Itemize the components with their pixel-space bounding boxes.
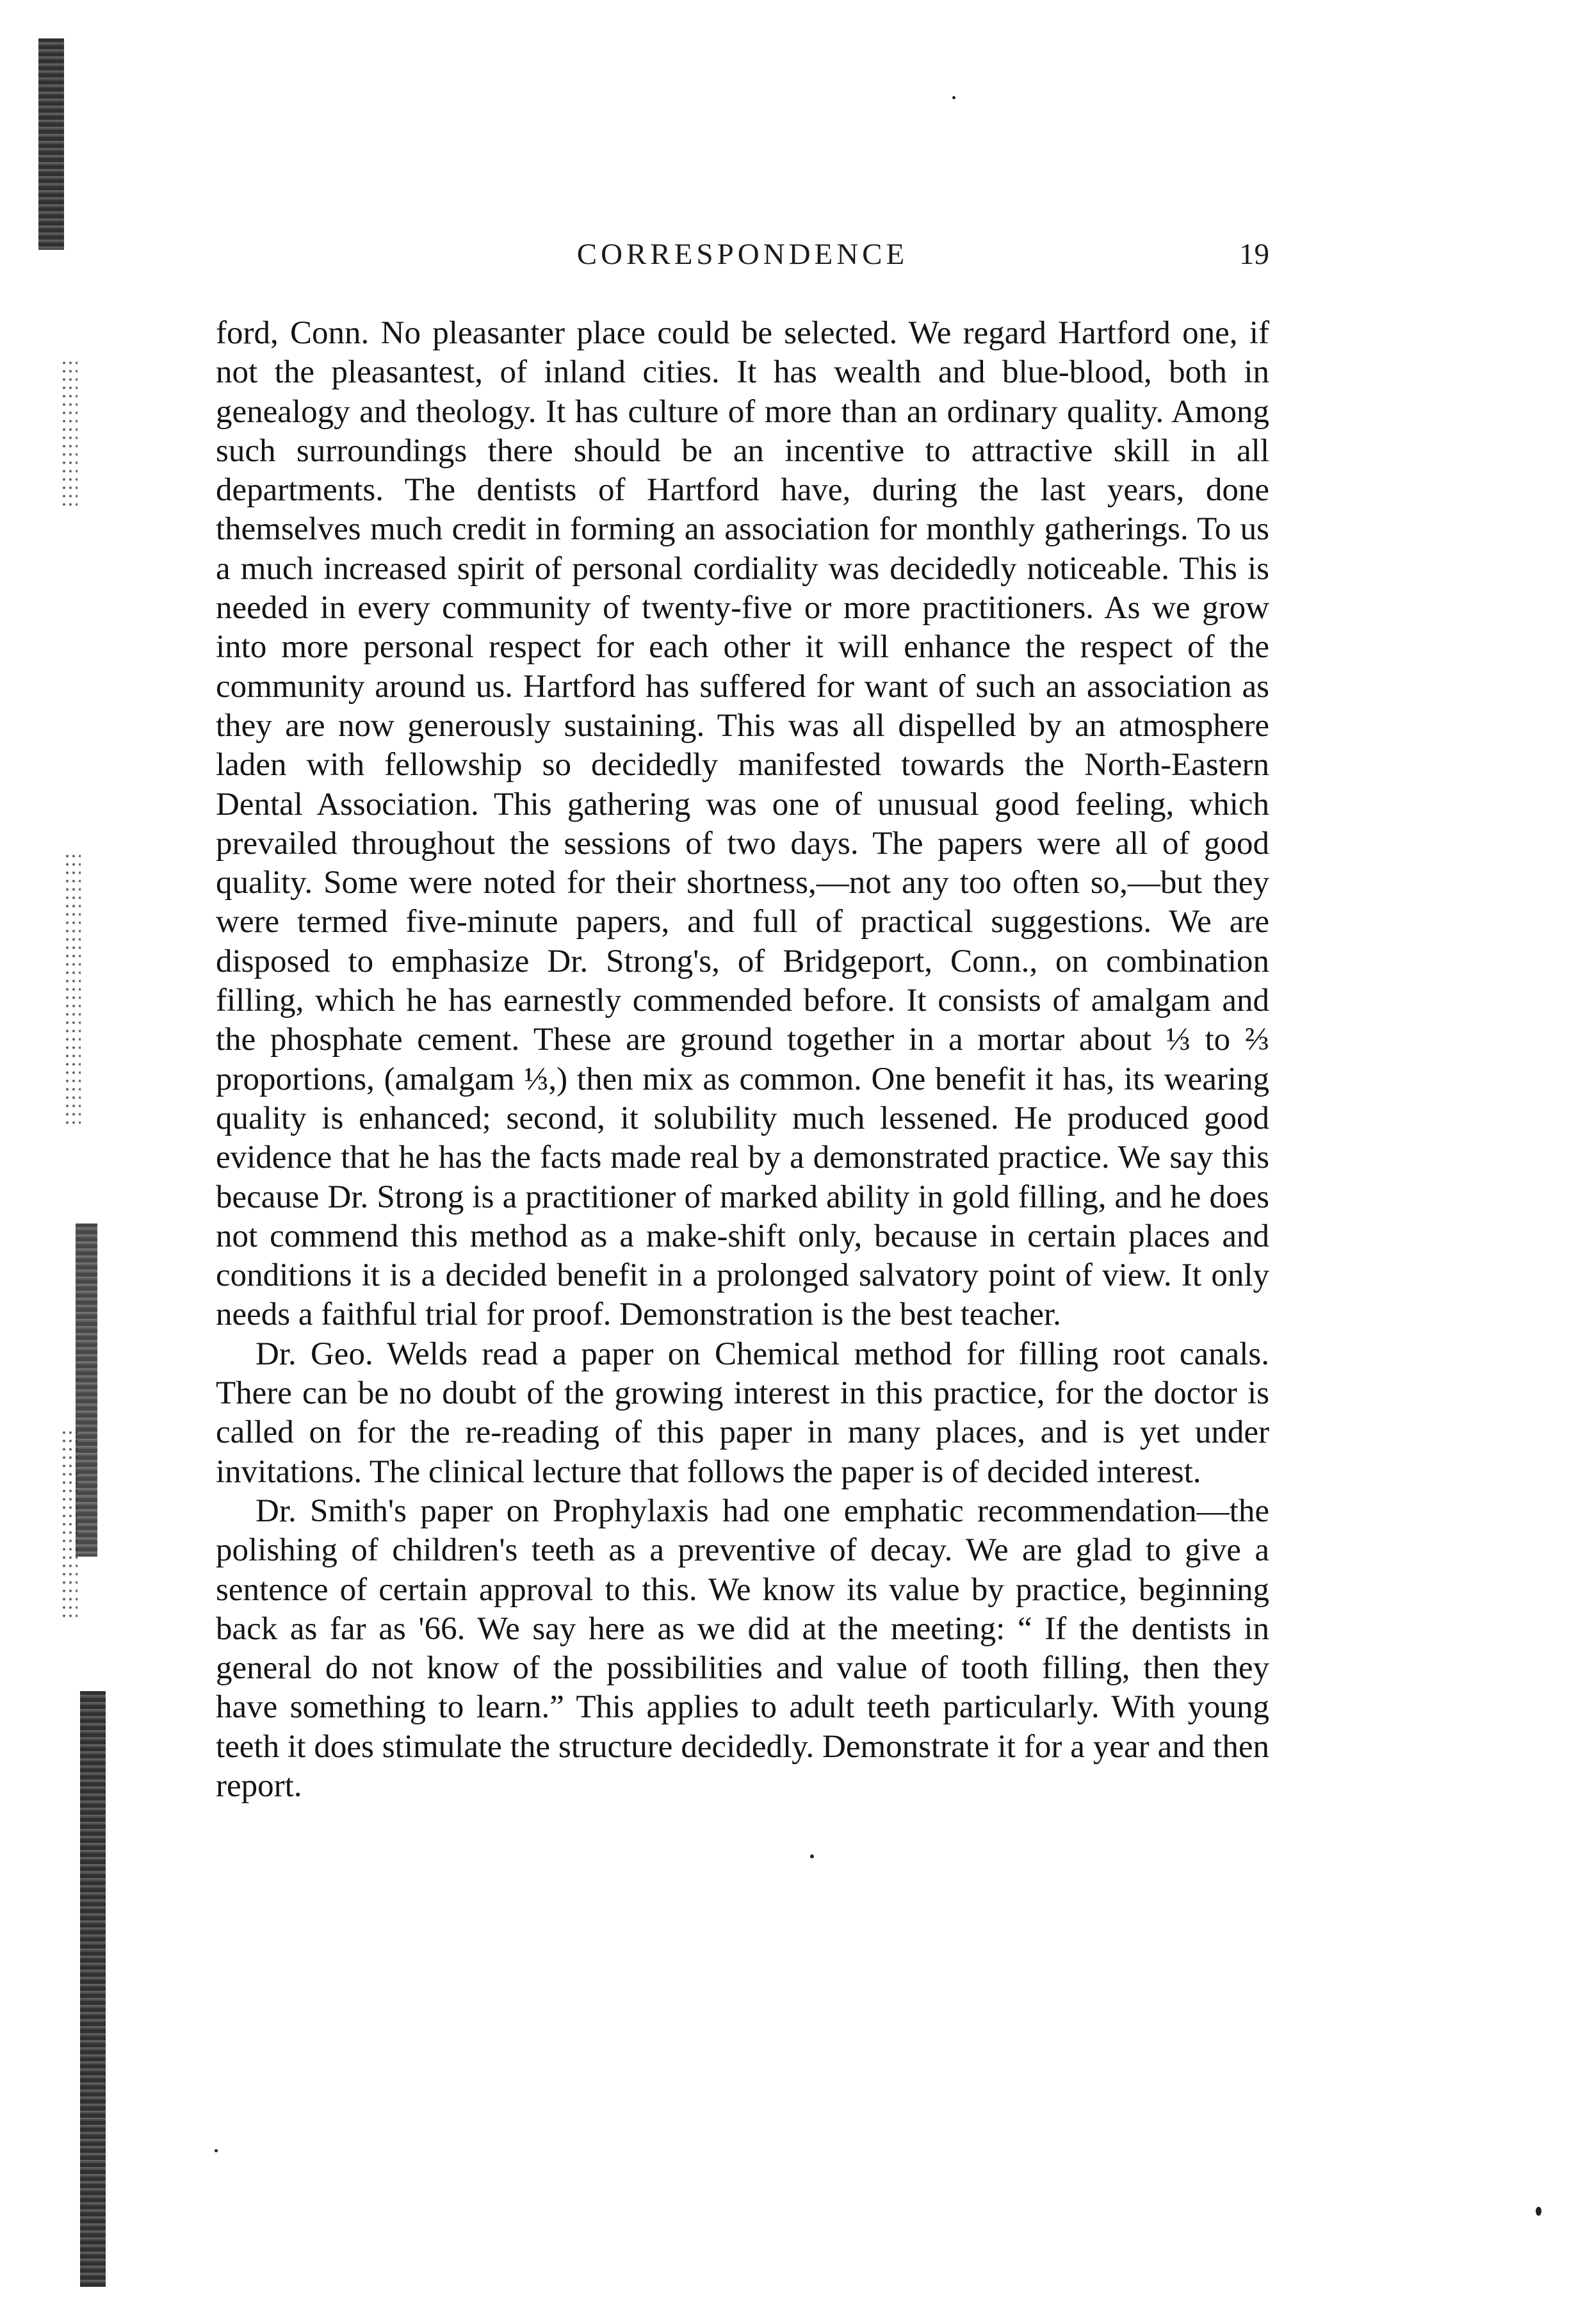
scan-binding-shadow-top — [38, 38, 64, 250]
body-text — [216, 314, 1269, 1806]
page-number: 19 — [1239, 238, 1269, 271]
scan-dust-speck — [952, 96, 955, 99]
scan-dust-speck — [810, 1854, 814, 1858]
scan-binding-shadow-bottom — [80, 1691, 106, 2287]
paragraph-smith-paper: Dr. Smith's paper on Prophylaxis had one emphatic recommendation—the polishing of children's teeth as a preventive of decay. We are glad to give a sentence of certain approval to this. We know its value by practice, beginning back as far as '66. We say here as we did at the meeting: “ If the dentists in general do not know of the possibilities and value of tooth filling, then they have something to learn.” This applies to adult teeth particularly. With young teeth it does stimulate the structure decidedly. Demonstrate it for a year and then report. — [216, 1493, 1269, 1804]
section-title: CORRESPONDENCE — [576, 238, 909, 271]
paragraph-hartford-meeting: ford, Conn. No pleasanter place could be selected. We regard Hartford one, if not the pleasantest, of inland cities. It has wealth and blue-blood, both in genealogy and theology. It has culture of more than an ordinary quality. Among such surroundings there should be an incentive to attractive skill in all departments. The dentists of Hartford have, during the last years, done themselves much credit in forming an association for monthly gatherings. To us a much increased spirit of personal cordiality was decidedly noticeable. This is needed in every community of twenty-five or more practitioners. As we grow into more personal respect for each other it will enhance the respect of the community around us. Hartford has suffered for want of such an association as they are now generously sustaining. This was all dispelled by an atmosphere laden with fellowship so decidedly manifested towards the North-Eastern Dental Association. This gathering was one of unusual good feeling, which prevailed throughout the sessions of two days. The papers were all of good quality. Some were noted for their shortness,—not any too often so,—but they were termed five-minute papers, and full of practical suggestions. We are disposed to emphasize Dr. Strong's, of Bridgeport, Conn., on combination filling, which he has earnestly commended before. It consists of amalgam and the phosphate cement. These are ground together in a mortar about ⅓ to ⅔ proportions, (amalgam ⅓,) then mix as common. One benefit it has, its wearing quality is enhanced; second, it solubility much lessened. He produced good evidence that he has the facts made real by a demonstrated practice. We say this because Dr. Strong is a practitioner of marked ability in gold filling, and he does not commend this method as a make-shift only, because in certain places and conditions it is a decided benefit in a prolonged salvatory point of view. It only needs a faithful trial for proof. Demonstration is the best teacher. — [216, 315, 1269, 1333]
scan-specks-middle — [64, 852, 81, 1127]
scan-dust-speck — [1536, 2207, 1541, 2216]
paragraph-welds-paper: Dr. Geo. Welds read a paper on Chemical method for filling root canals. There can be no doubt of the growing interest in this practice, for the doctor is called on for the re-reading of this paper in many places, and is yet under invitations. The clinical lecture that follows the paper is of decided interest. — [216, 1336, 1269, 1490]
running-head — [216, 237, 1269, 288]
scan-dust-speck — [215, 2149, 218, 2152]
scan-specks-upper — [61, 359, 77, 506]
book-page — [216, 237, 1269, 1806]
scan-specks-lower — [61, 1428, 77, 1621]
scan-binding-shadow-middle — [76, 1223, 97, 1557]
